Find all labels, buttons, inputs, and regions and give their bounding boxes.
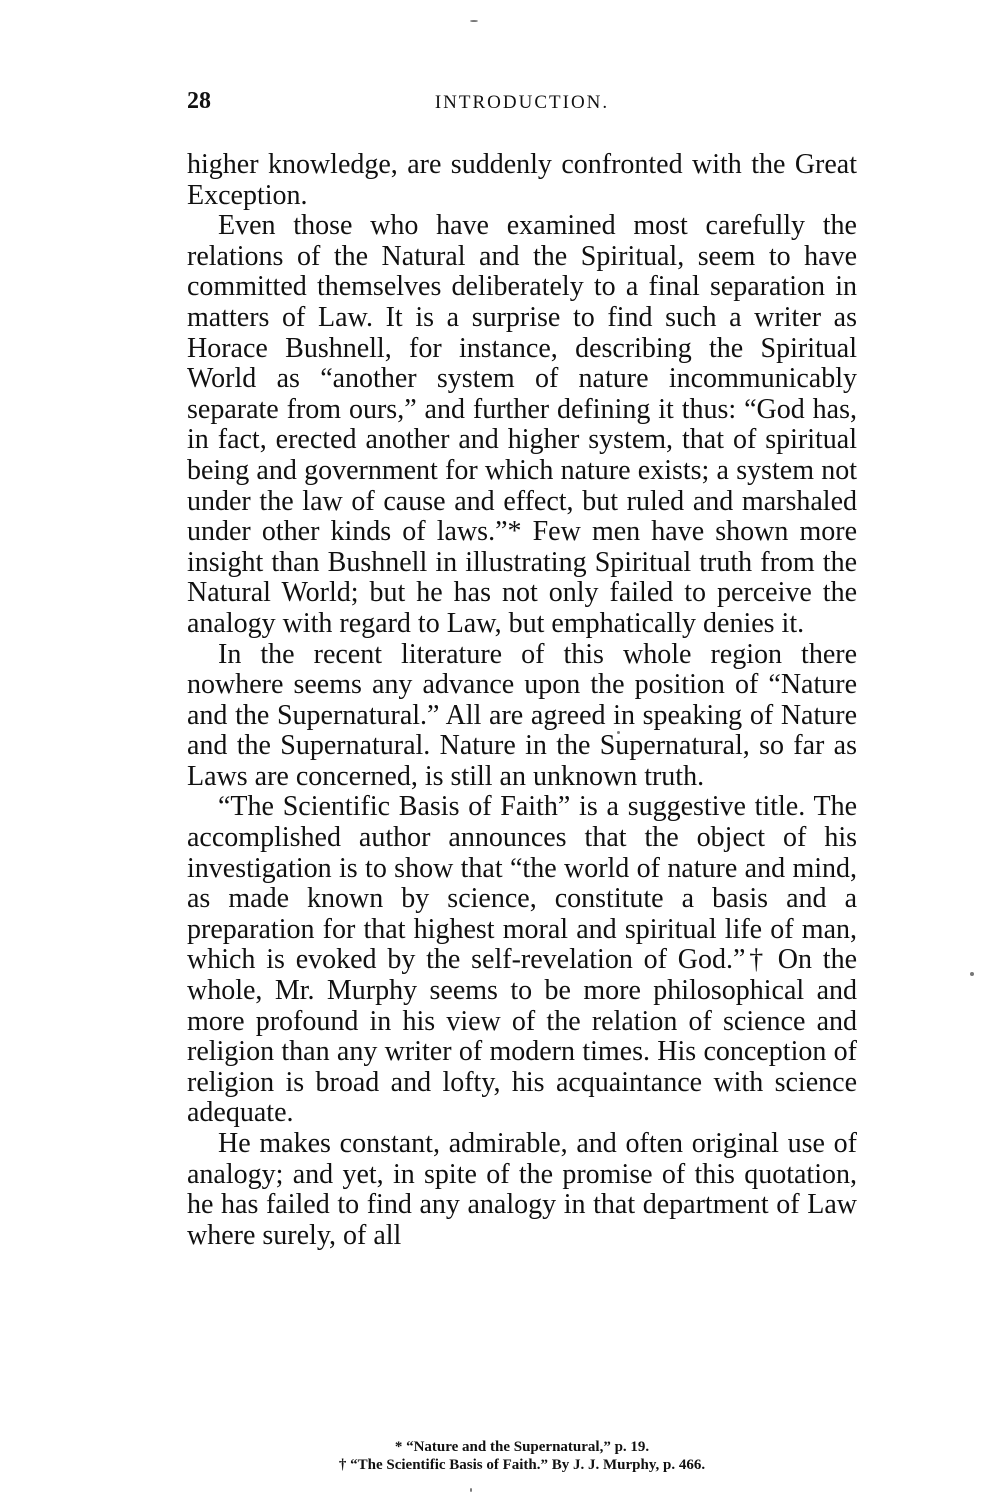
paragraph: “The Scientific Basis of Faith” is a suggestive title. The accomplished author announces that the object of his investigation is to show that “the world of nature and mind, as made known by science, constitute a basis and a preparation for that highest moral and spiritual life of man, which is evoked by the self-revelation of God.”† On the whole, Mr. Murphy seems to be more philosophical and more profound in his view of the relation of science and religion than any writer of modern times. His conception of religion is broad and lofty, his acquaintance with science adequate. xyxy=(187,791,857,1129)
paragraph: Even those who have examined most carefully the relations of the Natural and the Spiritual, seem to have committed themselves deliberately to a final separation in matters of Law. It is a surprise to find such a writer as Horace Bushnell, for instance, describing the Spiritual World as “another system of nature incommunicably separate from ours,” and further defining it thus: “God has, in fact, erected another and higher system, that of spiritual being and government for which nature exists; a system not under the law of cause and effect, but ruled and marshaled under other kinds of laws.”* Few men have shown more insight than Bushnell in illustrating Spiritual truth from the Natural World; but he has not only failed to perceive the analogy with regard to Law, but emphatically denies it. xyxy=(187,210,857,639)
footnotes xyxy=(187,1438,857,1474)
paragraph: In the recent literature of this whole region there nowhere seems any advance upon the position of “Nature and the Supernatural.” All are agreed in speaking of Nature and the Supernatural. Nature in the Supernatural, so far as Laws are concerned, is still an unknown truth. xyxy=(187,638,857,792)
page-header xyxy=(187,88,857,118)
body-text xyxy=(187,150,857,1251)
footnote: † “The Scientific Basis of Faith.” By J. J. Murphy, p. 466. xyxy=(338,1457,706,1473)
scan-speck xyxy=(470,1488,472,1492)
page-number: 28 xyxy=(187,88,211,114)
scan-speck xyxy=(470,20,478,22)
paragraph: He makes constant, admirable, and often original use of analogy; and yet, in spite of the promise of this quotation, he has failed to find any analogy in that department of Law where surely, of all xyxy=(187,1128,857,1251)
running-head: INTRODUCTION. xyxy=(434,92,610,113)
scan-speck xyxy=(970,972,974,976)
footnote: * “Nature and the Supernatural,” p. 19. xyxy=(394,1439,650,1455)
paragraph: higher knowledge, are suddenly confronted with the Great Exception. xyxy=(187,149,857,211)
